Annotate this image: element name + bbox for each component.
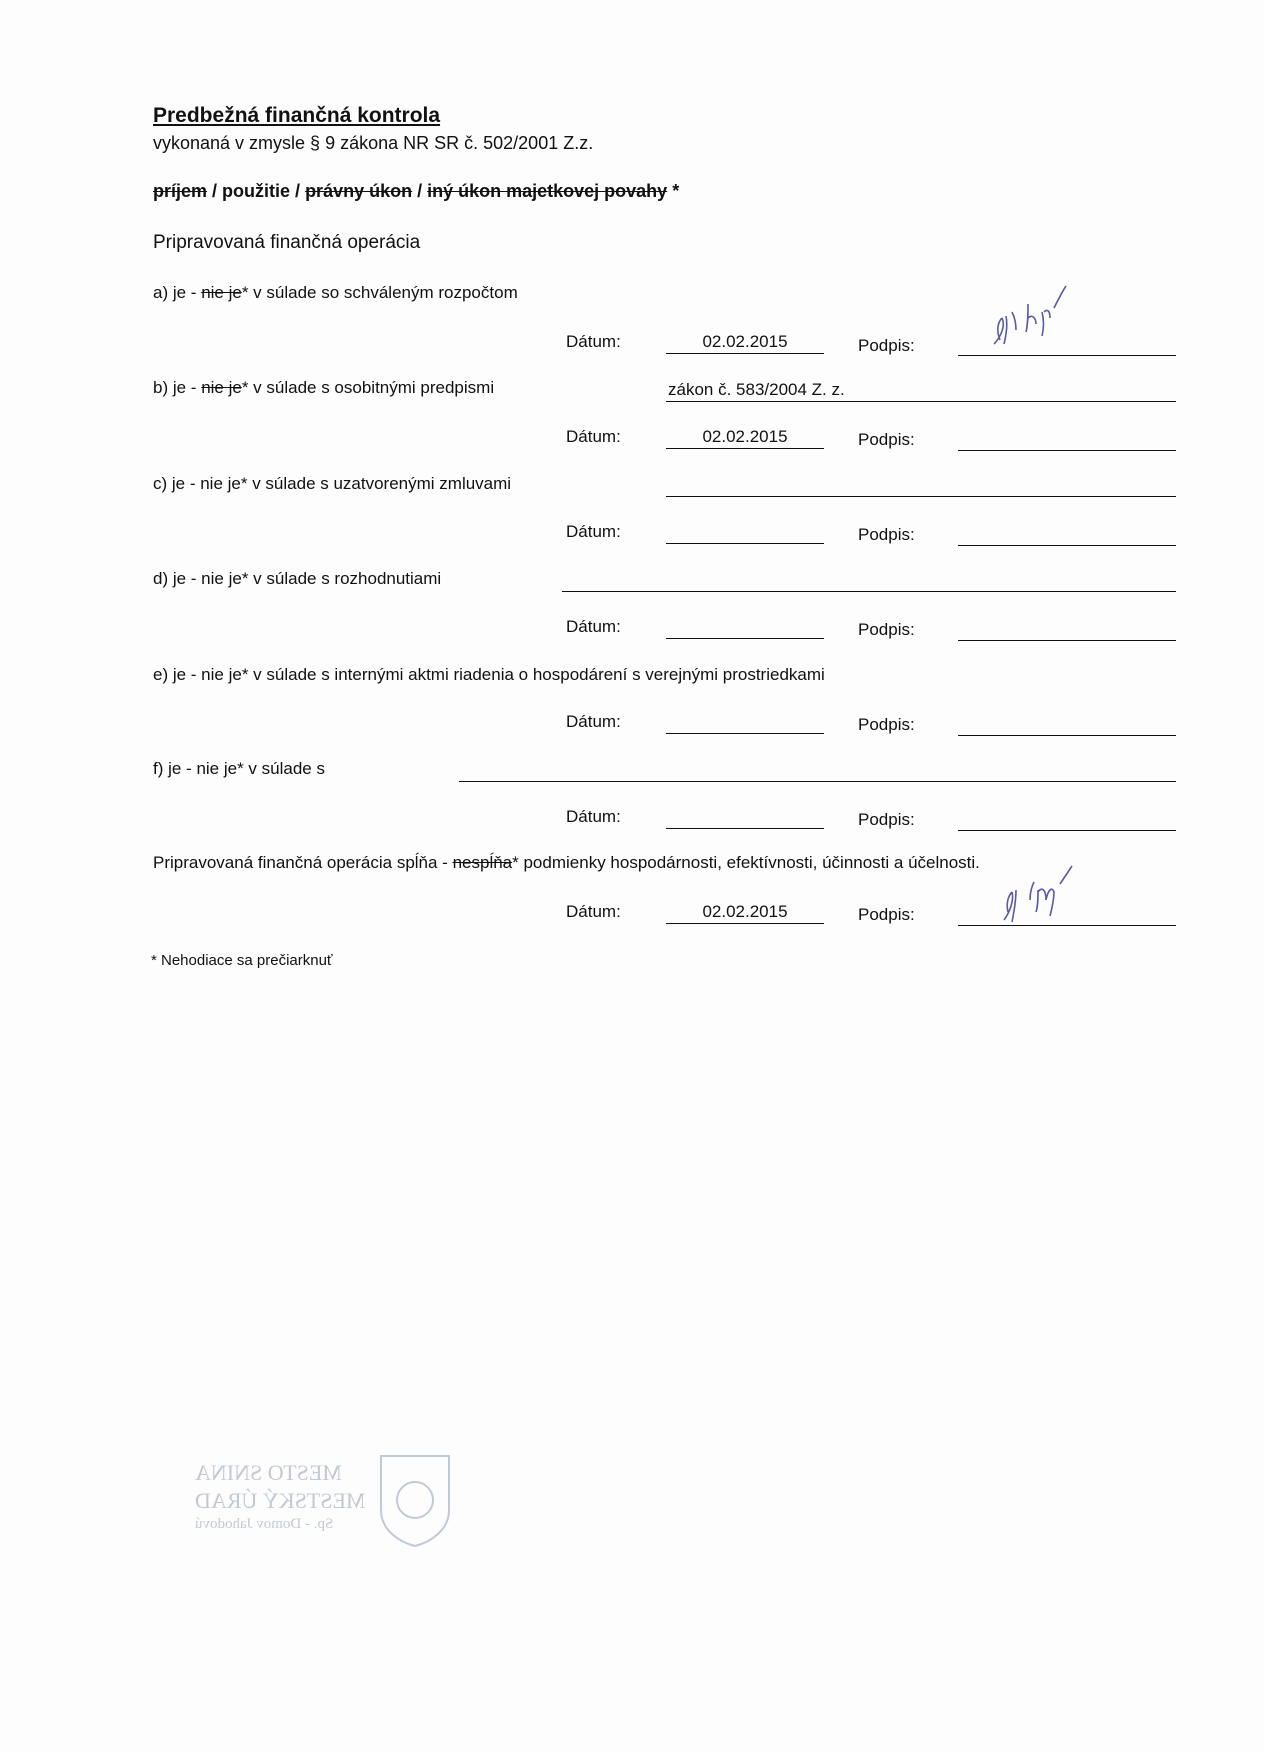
item-b-date-label: Dátum: — [566, 427, 621, 446]
item-e-sign-line — [958, 735, 1176, 736]
footnote: * Nehodiace sa prečiarknuť — [151, 952, 333, 969]
conclusion-date-value: 02.02.2015 — [702, 902, 788, 921]
item-f-fill-line — [459, 781, 1176, 782]
signature-conclusion — [980, 860, 1100, 940]
item-a-date-value: 02.02.2015 — [702, 332, 788, 351]
item-f: f) je - nie je* v súlade s — [153, 759, 325, 778]
item-f-sign-label: Podpis: — [858, 810, 915, 829]
item-a-sign-label: Podpis: — [858, 336, 915, 355]
item-b-law-line — [666, 401, 1176, 402]
item-c: c) je - nie je* v súlade s uzatvorenými zmluvami — [153, 474, 512, 493]
separator: / — [207, 181, 223, 201]
signature-a — [970, 282, 1090, 362]
item-f-sign-line — [958, 830, 1176, 831]
item-c-date-line — [666, 543, 824, 544]
item-b-sign-line — [958, 450, 1176, 451]
option-pouzitie: použitie — [222, 181, 291, 201]
document-subtitle: vykonaná v zmysle § 9 zákona NR SR č. 502/2001 Z.z. — [153, 133, 594, 153]
stamp-line-2: MESTSKÝ ÚRAD — [195, 1488, 366, 1513]
item-d-fill-line — [562, 591, 1176, 592]
item-b-law-reference: zákon č. 583/2004 Z. z. — [668, 380, 845, 399]
option-prijem: príjem — [153, 181, 208, 201]
item-c-fill-line — [666, 496, 1176, 497]
item-d-date-label: Dátum: — [566, 617, 621, 636]
conclusion-suffix: * podmienky hospodárnosti, efektívnosti, účinnosti a účelnosti. — [512, 853, 980, 872]
separator: / — [290, 181, 306, 201]
operation-type-line — [153, 181, 679, 202]
item-a — [153, 283, 518, 303]
item-b-sign-label: Podpis: — [858, 430, 915, 449]
conclusion-sign-label: Podpis: — [858, 905, 915, 924]
item-d-sign-label: Podpis: — [858, 620, 915, 639]
conclusion — [153, 853, 980, 873]
item-b-date-line — [666, 448, 824, 449]
conclusion-date-label: Dátum: — [566, 902, 621, 921]
item-b-prefix: b) je - — [153, 378, 202, 397]
item-a-struck: nie je — [201, 283, 242, 302]
item-b-suffix: * v súlade s osobitnými predpismi — [241, 378, 495, 397]
document-title: Predbežná finančná kontrola — [153, 104, 441, 127]
item-e-date-label: Dátum: — [566, 712, 621, 731]
option-pravny-ukon: právny úkon — [305, 181, 413, 201]
item-b-struck: nie je — [201, 378, 242, 397]
stamp-emblem — [375, 1450, 455, 1550]
item-f-date-line — [666, 828, 824, 829]
item-d-sign-line — [958, 640, 1176, 641]
item-a-suffix: * v súlade so schváleným rozpočtom — [241, 283, 518, 302]
item-a-date-line — [666, 353, 824, 354]
asterisk: * — [667, 181, 680, 201]
item-e-sign-label: Podpis: — [858, 715, 915, 734]
conclusion-date-line — [666, 923, 824, 924]
item-e: e) je - nie je* v súlade s internými aktmi riadenia o hospodárení s verejnými prostriedkami — [153, 665, 825, 684]
item-a-date-label: Dátum: — [566, 332, 621, 351]
section-intro: Pripravovaná finančná operácia — [153, 232, 421, 253]
item-b-date-value: 02.02.2015 — [702, 427, 788, 446]
conclusion-prefix: Pripravovaná finančná operácia spĺňa - — [153, 853, 453, 872]
item-d: d) je - nie je* v súlade s rozhodnutiami — [153, 569, 442, 588]
item-c-sign-line — [958, 545, 1176, 546]
stamp-line-3: Sp. - Domov Jahodovú — [195, 1516, 334, 1532]
option-iny-ukon: iný úkon majetkovej povahy — [427, 181, 668, 201]
item-a-prefix: a) je - — [153, 283, 202, 302]
item-b — [153, 378, 494, 398]
item-f-date-label: Dátum: — [566, 807, 621, 826]
conclusion-struck: nespĺňa — [452, 853, 513, 872]
item-e-date-line — [666, 733, 824, 734]
item-c-date-label: Dátum: — [566, 522, 621, 541]
separator: / — [412, 181, 428, 201]
item-c-sign-label: Podpis: — [858, 525, 915, 544]
item-d-date-line — [666, 638, 824, 639]
stamp-line-1: MESTO SNINA — [195, 1460, 342, 1485]
